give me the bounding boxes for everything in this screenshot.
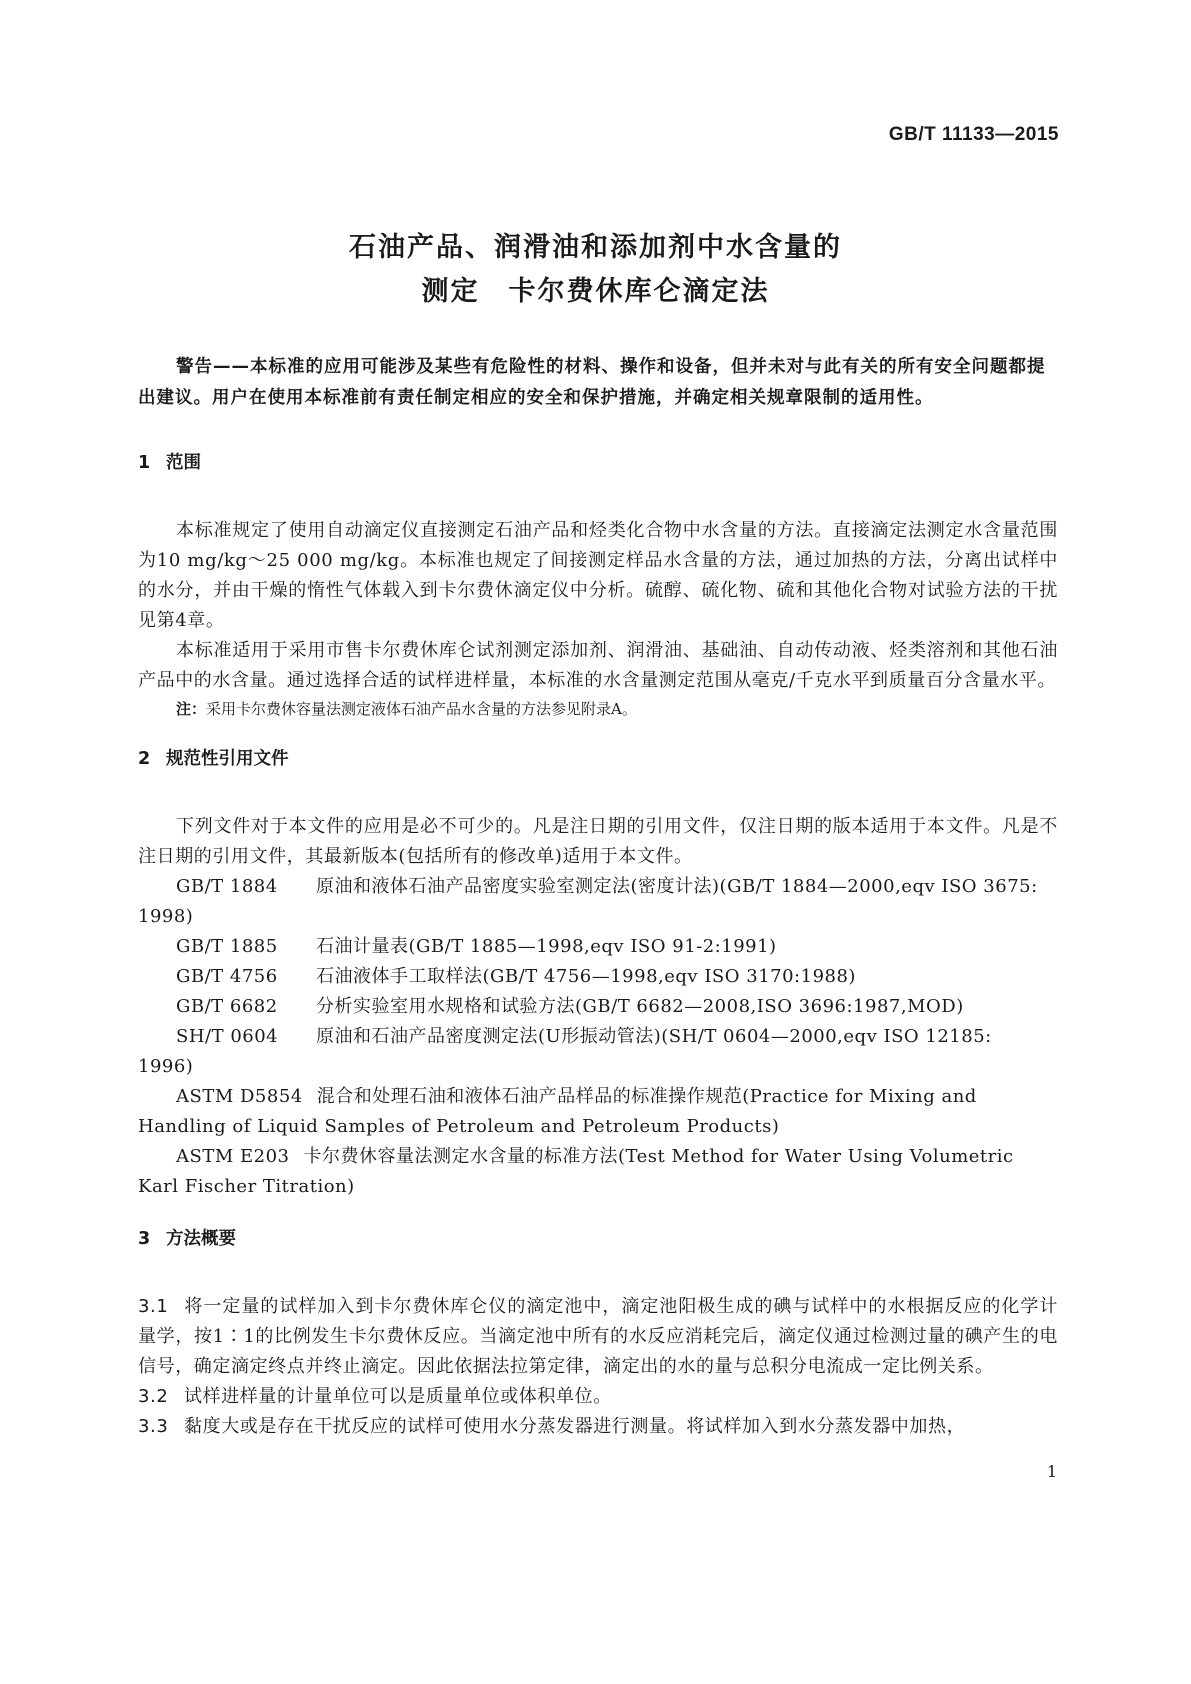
reference-code: GB/T 1884 — [176, 876, 278, 897]
reference-continuation: Karl Fischer Titration) — [138, 1176, 355, 1197]
reference-title: 混合和处理石油和液体石油产品样品的标准操作规范(Practice for Mixing and — [316, 1086, 977, 1107]
section-title: 规范性引用文件 — [166, 749, 289, 769]
reference-code: GB/T 4756 — [176, 966, 278, 987]
section-heading-normative-references — [138, 744, 1058, 774]
document-title — [0, 226, 1191, 314]
clause-number: 3.1 — [138, 1296, 169, 1317]
clause-number: 3.2 — [138, 1386, 169, 1407]
note-label: 注： — [176, 700, 207, 718]
reference-title: 分析实验室用水规格和试验方法(GB/T 6682—2008,ISO 3696:1987,MOD) — [316, 996, 964, 1017]
section-title: 范围 — [166, 453, 201, 473]
reference-continuation: 1996) — [138, 1056, 194, 1077]
clause-number: 3.3 — [138, 1416, 169, 1437]
reference-item — [138, 962, 1058, 992]
section-number: 1 — [138, 453, 151, 473]
section-number: 3 — [138, 1229, 151, 1249]
reference-item — [138, 1142, 1058, 1172]
reference-item — [138, 1082, 1058, 1112]
reference-code: GB/T 6682 — [176, 996, 278, 1017]
clause-3-2 — [138, 1382, 1058, 1412]
reference-code: ASTM D5854 — [176, 1086, 303, 1107]
clause-3-1 — [138, 1292, 1058, 1382]
scope-paragraph-2: 本标准适用于采用市售卡尔费休库仑试剂测定添加剂、润滑油、基础油、自动传动液、烃类溶剂和其他石油产品中的水含量。通过选择合适的试样进样量，本标准的水含量测定范围从毫克/千克水平到质量百分含量水平。 — [138, 640, 1058, 691]
clause-text: 将一定量的试样加入到卡尔费休库仑仪的滴定池中，滴定池阳极生成的碘与试样中的水根据反应的化学计量学，按1∶1的比例发生卡尔费休反应。当滴定池中所有的水反应消耗完后，滴定仪通过检测过量的碘产生的电信号，确定滴定终点并终止滴定。因此依据法拉第定律，滴定出的水的量与总积分电流成一定比例关系。 — [138, 1296, 1058, 1377]
section-number: 2 — [138, 749, 151, 769]
reference-title: 原油和液体石油产品密度实验室测定法(密度计法)(GB/T 1884—2000,eqv ISO 3675: — [316, 876, 1038, 897]
title-line-2: 测定 卡尔费休库仑滴定法 — [421, 276, 770, 307]
reference-item — [138, 872, 1058, 902]
reference-code: SH/T 0604 — [176, 1026, 279, 1047]
reference-title: 石油计量表(GB/T 1885—1998,eqv ISO 91-2:1991) — [316, 936, 777, 957]
standard-code: GB/T 11133—2015 — [888, 124, 1059, 145]
reference-continuation: 1998) — [138, 906, 194, 927]
reference-continuation: Handling of Liquid Samples of Petroleum and Petroleum Products) — [138, 1116, 780, 1137]
section-title: 方法概要 — [166, 1229, 236, 1249]
note-text: 采用卡尔费休容量法测定液体石油产品水含量的方法参见附录A。 — [206, 700, 637, 718]
title-line-1: 石油产品、润滑油和添加剂中水含量的 — [349, 232, 842, 263]
clause-text: 黏度大或是存在干扰反应的试样可使用水分蒸发器进行测量。将试样加入到水分蒸发器中加热， — [184, 1416, 966, 1437]
page-number: 1 — [1046, 1462, 1057, 1481]
reference-code: GB/T 1885 — [176, 936, 278, 957]
references-intro: 下列文件对于本文件的应用是必不可少的。凡是注日期的引用文件，仅注日期的版本适用于本文件。凡是不注日期的引用文件，其最新版本(包括所有的修改单)适用于本文件。 — [138, 816, 1058, 867]
reference-title: 石油液体手工取样法(GB/T 4756—1998,eqv ISO 3170:1988) — [316, 966, 856, 987]
reference-item — [138, 932, 1058, 962]
clause-text: 试样进样量的计量单位可以是质量单位或体积单位。 — [184, 1386, 612, 1407]
scope-note — [138, 696, 1058, 722]
document-body — [138, 352, 1058, 1442]
reference-code: ASTM E203 — [176, 1146, 290, 1167]
warning-paragraph: 警告——本标准的应用可能涉及某些有危险性的材料、操作和设备，但并未对与此有关的所有安全问题都提出建议。用户在使用本标准前有责任制定相应的安全和保护措施，并确定相关规章限制的适用性。 — [138, 357, 1046, 408]
section-heading-scope — [138, 448, 1058, 478]
reference-title: 卡尔费休容量法测定水含量的标准方法(Test Method for Water Using Volumetric — [303, 1146, 1014, 1167]
clause-3-3 — [138, 1412, 1058, 1442]
section-heading-method-summary — [138, 1224, 1058, 1254]
reference-item — [138, 1022, 1058, 1052]
scope-paragraph-1: 本标准规定了使用自动滴定仪直接测定石油产品和烃类化合物中水含量的方法。直接滴定法测定水含量范围为10 mg/kg～25 000 mg/kg。本标准也规定了间接测定样品水含量的方法，通过加热的方法，分离出试样中的水分，并由干燥的惰性气体载入到卡尔费休滴定仪中分析。硫醇、硫化物、硫和其他化合物对试验方法的干扰见第4章。 — [138, 520, 1058, 631]
reference-item — [138, 992, 1058, 1022]
reference-title: 原油和石油产品密度测定法(U形振动管法)(SH/T 0604—2000,eqv ISO 12185: — [316, 1026, 992, 1047]
